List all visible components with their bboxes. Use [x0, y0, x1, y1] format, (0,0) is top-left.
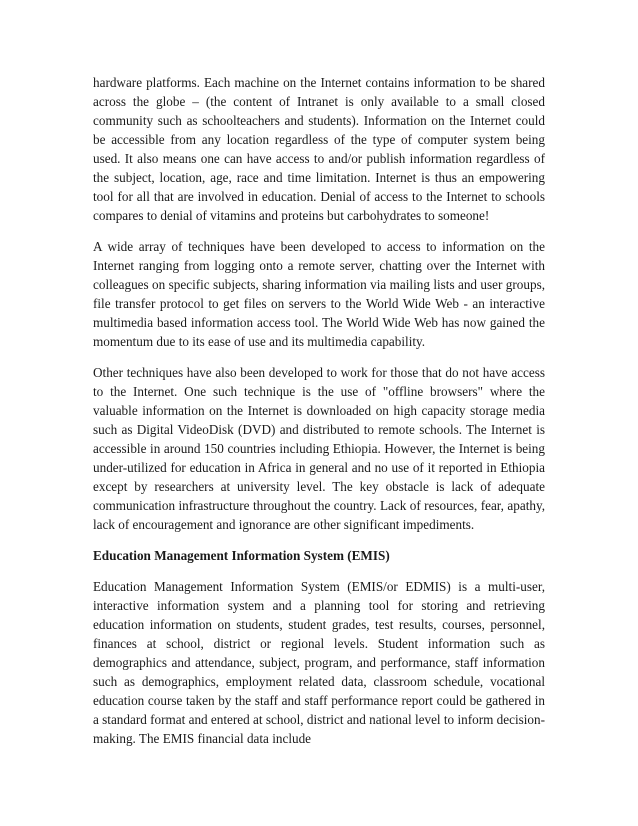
- paragraph-emis-description: Education Management Information System (EMIS/or EDMIS) is a multi-user, interactive information system and a planning tool for storing and retrieving education information on students, student grades, test results, courses, personnel, finances at school, district or regional levels. Student information such as demographics and attendance, subject, program, and performance, staff information such as demographics, employment related data, classroom schedule, vocational education course taken by the staff and staff performance report could be gathered in a standard format and entered at school, district and national level to inform decision-making. The EMIS financial data include: [93, 579, 545, 746]
- document-body: [93, 73, 545, 760]
- paragraph-offline-techniques: Other techniques have also been developed to work for those that do not have access to the Internet. One such technique is the use of "offline browsers" where the valuable information on the Internet is downloaded on high capacity storage media such as Digital VideoDisk (DVD) and distributed to remote schools. The Internet is accessible in around 150 countries including Ethiopia. However, the Internet is being under-utilized for education in Africa in general and no use of it reported in Ethiopia except by researchers at university level. The key obstacle is lack of adequate communication infrastructure throughout the country. Lack of resources, fear, apathy, lack of encouragement and ignorance are other significant impediments.: [93, 365, 545, 532]
- paragraph-internet-access: hardware platforms. Each machine on the Internet contains information to be shared across the globe – (the content of Intranet is only available to a small closed community such as schoolteachers and students). Information on the Internet could be accessible from any location regardless of the type of computer system being used. It also means one can have access to and/or publish information regardless of the subject, location, age, race and time limitation. Internet is thus an empowering tool for all that are involved in education. Denial of access to the Internet to schools compares to denial of vitamins and proteins but carbohydrates to someone!: [93, 75, 545, 223]
- section-heading-emis: Education Management Information System (EMIS): [93, 548, 390, 563]
- paragraph-access-techniques: A wide array of techniques have been developed to access to information on the Internet ranging from logging onto a remote server, chatting over the Internet with colleagues on specific subjects, sharing information via mailing lists and user groups, file transfer protocol to get files on servers to the World Wide Web - an interactive multimedia based information access tool. The World Wide Web has now gained the momentum due to its ease of use and its multimedia capability.: [93, 239, 545, 349]
